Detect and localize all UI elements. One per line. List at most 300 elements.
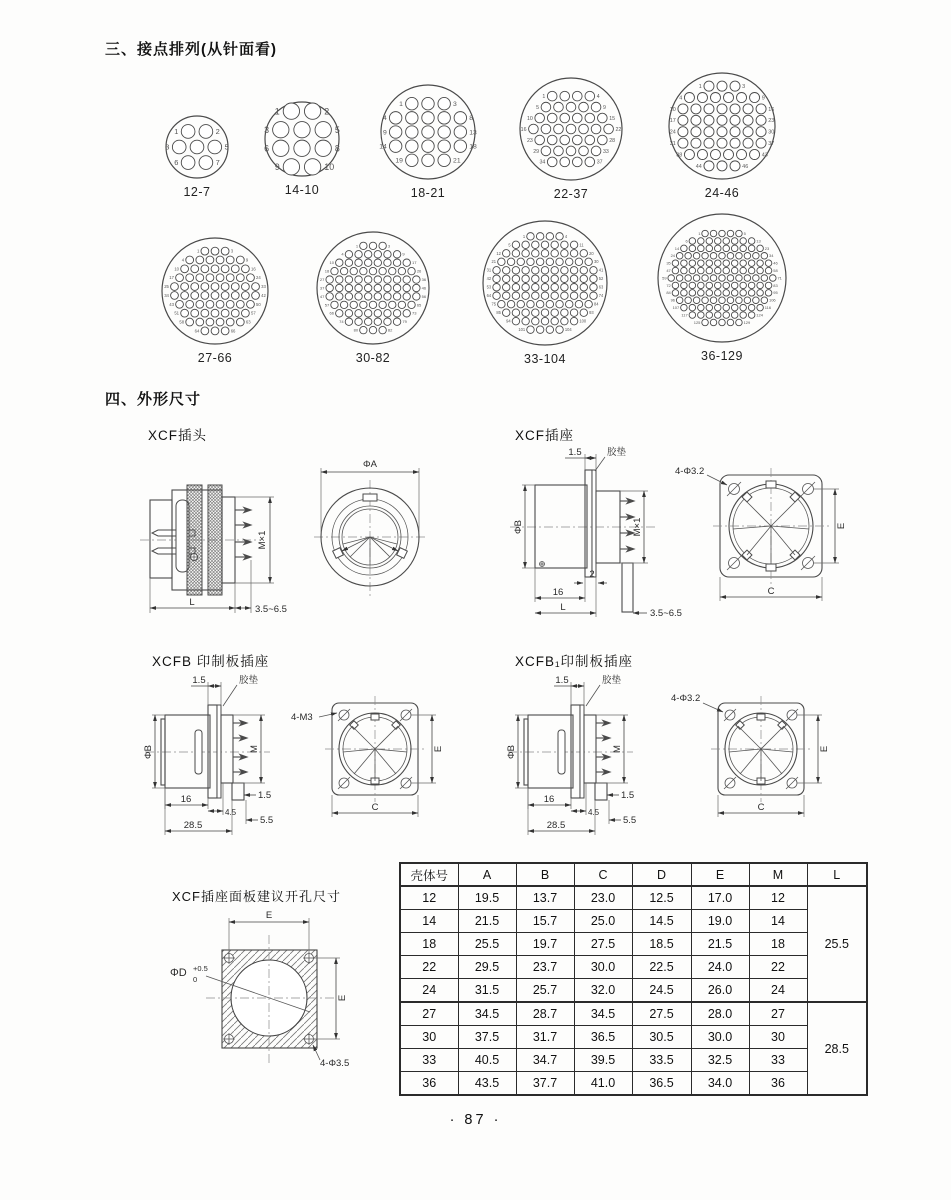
svg-text:34: 34: [539, 159, 546, 166]
svg-text:72: 72: [666, 282, 671, 288]
svg-text:4: 4: [181, 257, 185, 263]
svg-text:1: 1: [355, 243, 359, 249]
dim-cell: 14.5: [632, 910, 691, 933]
dim-thread: M: [612, 745, 623, 753]
svg-text:59: 59: [662, 275, 667, 281]
svg-text:2: 2: [324, 106, 330, 117]
dim-thread: M×1: [257, 530, 268, 550]
xcfb1-front-view: [671, 693, 830, 817]
contact-label: 33-104: [524, 352, 566, 366]
contact-diagram: [142, 218, 288, 364]
contact-diagram: [638, 194, 806, 362]
svg-text:83: 83: [773, 282, 778, 288]
dim-cell: 36: [749, 1072, 807, 1096]
svg-text:27: 27: [319, 276, 325, 282]
shell-cell: 36: [400, 1072, 458, 1096]
svg-text:96: 96: [670, 297, 676, 303]
dim-gasket-thk: 1.5: [192, 675, 206, 686]
svg-text:4: 4: [341, 251, 344, 257]
svg-text:29: 29: [533, 148, 540, 155]
socket-front-view: [675, 466, 847, 601]
dim-c: C: [757, 802, 765, 813]
dim-cell: 14: [749, 910, 807, 933]
svg-text:47: 47: [319, 293, 325, 299]
contact-face: [297, 212, 449, 364]
svg-text:3: 3: [742, 84, 746, 91]
contact-diagram: [463, 201, 627, 365]
dim-gasket: 胶垫: [607, 447, 627, 458]
dim-cell: 36.5: [632, 1072, 691, 1096]
dim-15: 1.5: [621, 790, 635, 801]
dim-cell: 37.7: [516, 1072, 574, 1096]
dim-cell: 12.5: [632, 886, 691, 910]
socket-title: XCF插座: [515, 428, 574, 443]
svg-text:30: 30: [593, 259, 599, 265]
contact-face: [638, 194, 806, 362]
page-number: · 87 ·: [449, 1112, 502, 1128]
svg-text:58: 58: [179, 319, 185, 325]
svg-text:4: 4: [596, 93, 600, 100]
table-header-cell: L: [807, 863, 867, 886]
svg-text:3: 3: [453, 101, 457, 109]
svg-text:44: 44: [695, 163, 702, 170]
dim-cell: 23.7: [516, 956, 574, 979]
table-row: [400, 979, 867, 1003]
dim-protrusion: 3.5~6.5: [255, 604, 287, 615]
dim-cell: 25.5: [458, 933, 516, 956]
dim-cell: 34.7: [516, 1049, 574, 1072]
dim-cell: 30.0: [691, 1026, 749, 1049]
l-group-cell: 28.5: [807, 1002, 867, 1095]
table-header-row: [400, 863, 867, 886]
svg-text:125: 125: [693, 319, 701, 325]
svg-text:26: 26: [416, 268, 422, 274]
svg-text:82: 82: [387, 327, 393, 333]
svg-text:47: 47: [666, 267, 671, 273]
svg-text:9: 9: [274, 161, 280, 172]
xcfb1-side-view: [506, 674, 636, 835]
dim-cell: 17.0: [691, 886, 749, 910]
contact-label: 22-37: [553, 187, 589, 201]
dim-cell: 31.5: [458, 979, 516, 1003]
svg-text:4: 4: [679, 95, 683, 102]
dim-thread: M×1: [632, 517, 643, 537]
svg-text:74: 74: [598, 293, 604, 299]
shell-cell: 12: [400, 886, 458, 910]
shell-cell: 27: [400, 1002, 458, 1026]
dim-holes: 4-Φ3.2: [675, 466, 705, 477]
svg-text:73: 73: [412, 310, 417, 316]
svg-text:5: 5: [743, 230, 746, 236]
dim-cell: 32.5: [691, 1049, 749, 1072]
svg-text:84: 84: [593, 301, 599, 307]
contact-diagram: [361, 65, 495, 199]
svg-text:63: 63: [245, 319, 251, 325]
svg-text:52: 52: [598, 276, 604, 282]
dim-cell: 27.5: [574, 933, 632, 956]
shell-cell: 24: [400, 979, 458, 1003]
dim-length: L: [560, 602, 566, 613]
dim-cell: 32.0: [574, 979, 632, 1003]
contact-face: [245, 82, 359, 196]
plug-side-view: [140, 485, 287, 615]
svg-text:24: 24: [256, 275, 261, 281]
dim-tol-zero: 0: [193, 975, 198, 984]
svg-text:57: 57: [324, 302, 330, 308]
contact-label: 30-82: [355, 351, 391, 365]
dim-gasket: 胶垫: [602, 675, 622, 686]
svg-text:9: 9: [402, 251, 405, 257]
table-row: [400, 933, 867, 956]
svg-text:5: 5: [508, 242, 511, 248]
svg-text:95: 95: [773, 290, 778, 296]
xcfb1-title: XCFB₁印制板插座: [515, 654, 634, 669]
svg-text:6: 6: [685, 238, 688, 244]
svg-text:33: 33: [602, 148, 609, 155]
svg-text:36: 36: [421, 276, 427, 282]
svg-text:19: 19: [395, 157, 403, 165]
table-body: [400, 886, 867, 1095]
svg-text:28: 28: [609, 137, 616, 144]
dim-cell: 23.0: [574, 886, 632, 910]
table-header-cell: 壳体号: [400, 863, 458, 886]
shell-cell: 14: [400, 910, 458, 933]
dim-cell: 24: [749, 979, 807, 1003]
dim-cell: 30.5: [632, 1026, 691, 1049]
dim-16: 16: [180, 794, 192, 805]
dim-cell: 30: [749, 1026, 807, 1049]
svg-text:94: 94: [506, 318, 511, 324]
shell-cell: 18: [400, 933, 458, 956]
xcfb1-drawing: [498, 668, 853, 858]
svg-text:3: 3: [387, 243, 391, 249]
table-header-cell: E: [691, 863, 749, 886]
dim-cell: 25.7: [516, 979, 574, 1003]
svg-text:38: 38: [676, 152, 683, 159]
dim-cell: 34.0: [691, 1072, 749, 1096]
dim-dia-b: ΦB: [143, 745, 154, 759]
contact-label: 27-66: [197, 351, 233, 365]
svg-text:75: 75: [491, 301, 497, 307]
svg-text:13: 13: [469, 129, 477, 137]
svg-text:56: 56: [421, 293, 427, 299]
contact-face: [361, 65, 495, 199]
svg-text:93: 93: [589, 310, 594, 316]
svg-text:24: 24: [669, 129, 676, 136]
dim-tol-plus: +0.5: [193, 964, 208, 973]
svg-text:23: 23: [764, 245, 770, 251]
contact-face: [649, 53, 795, 199]
svg-text:3: 3: [165, 142, 170, 152]
dim-thread: M: [249, 745, 260, 753]
dim-cell: 34.5: [574, 1002, 632, 1026]
plug-title: XCF插头: [148, 428, 207, 443]
panel-title: XCF插座面板建议开孔尺寸: [172, 889, 342, 904]
contact-label: 12-7: [183, 185, 211, 199]
dim-c: C: [767, 586, 775, 597]
svg-text:6: 6: [174, 158, 179, 168]
xcfb-pins: [233, 721, 247, 775]
svg-text:1: 1: [542, 93, 546, 100]
svg-text:43: 43: [761, 152, 768, 159]
dim-cell: 15.7: [516, 910, 574, 933]
svg-text:5: 5: [224, 142, 229, 152]
svg-text:9: 9: [245, 257, 249, 263]
svg-text:18: 18: [324, 268, 330, 274]
dim-cell: 36.5: [574, 1026, 632, 1049]
table-header-cell: D: [632, 863, 691, 886]
contact-label: 14-10: [284, 183, 320, 197]
dim-cell: 30.0: [574, 956, 632, 979]
svg-text:80: 80: [353, 327, 359, 333]
dim-cell: 22: [749, 956, 807, 979]
svg-text:116: 116: [764, 305, 772, 311]
svg-text:2: 2: [215, 127, 220, 137]
svg-text:25: 25: [164, 284, 169, 290]
svg-text:66: 66: [329, 310, 334, 316]
dim-dia-b: ΦB: [513, 520, 524, 534]
l-group-cell: 25.5: [807, 886, 867, 1002]
table-row: [400, 1049, 867, 1072]
svg-text:21: 21: [453, 157, 461, 165]
svg-text:1: 1: [174, 127, 179, 137]
svg-text:4: 4: [564, 233, 568, 239]
svg-text:10: 10: [669, 106, 676, 113]
svg-text:63: 63: [598, 284, 604, 290]
svg-text:46: 46: [773, 260, 778, 266]
table-row: [400, 910, 867, 933]
svg-text:10: 10: [174, 266, 180, 272]
svg-text:9: 9: [382, 129, 387, 137]
dim-cell: 39.5: [574, 1049, 632, 1072]
svg-text:20: 20: [589, 250, 594, 256]
dim-gasket-thk: 1.5: [568, 447, 582, 458]
svg-text:71: 71: [777, 275, 782, 281]
dim-cell: 27.5: [632, 1002, 691, 1026]
section4-title: 四、外形尺寸: [105, 391, 202, 408]
svg-text:1: 1: [196, 248, 200, 254]
contact-diagram: [500, 58, 642, 200]
plug-pins: [235, 508, 251, 560]
dim-cell: 31.7: [516, 1026, 574, 1049]
contact-face: [500, 58, 642, 200]
socket-drawing: [495, 444, 865, 629]
dim-c: C: [371, 802, 379, 813]
dimension-table: [399, 862, 868, 1096]
dim-cell: 40.5: [458, 1049, 516, 1072]
dim-285: 28.5: [546, 820, 566, 831]
svg-text:24: 24: [670, 253, 676, 259]
svg-text:14: 14: [379, 143, 387, 151]
xcfb-side-view: [143, 674, 273, 835]
dim-gasket-thk: 1.5: [555, 675, 569, 686]
svg-text:3: 3: [264, 124, 270, 135]
contact-diagram: [649, 53, 795, 199]
panel-cutout-drawing: [150, 905, 390, 1080]
svg-text:31: 31: [486, 267, 492, 273]
table-header-cell: M: [749, 863, 807, 886]
svg-text:84: 84: [666, 290, 671, 296]
dim-protrusion: 3.5~6.5: [650, 608, 682, 619]
svg-text:10: 10: [329, 260, 334, 266]
dim-cell: 33.5: [632, 1049, 691, 1072]
dim-cell: 25.0: [574, 910, 632, 933]
svg-text:50: 50: [256, 301, 261, 307]
dim-flange-thk: 2: [589, 569, 595, 580]
svg-text:3: 3: [230, 248, 234, 254]
svg-text:124: 124: [756, 312, 763, 318]
dim-cell: 21.5: [458, 910, 516, 933]
svg-text:53: 53: [486, 284, 492, 290]
svg-text:37: 37: [768, 141, 775, 148]
contact-label: 36-129: [701, 349, 743, 363]
shell-cell: 22: [400, 956, 458, 979]
dim-cell: 19.0: [691, 910, 749, 933]
dim-dia-a: ΦA: [363, 459, 377, 470]
svg-text:65: 65: [416, 302, 422, 308]
dim-cell: 24.5: [632, 979, 691, 1003]
dim-dia-d: ΦD: [170, 967, 187, 979]
table-row: [400, 1026, 867, 1049]
table-row: [400, 886, 867, 910]
svg-text:64: 64: [486, 293, 492, 299]
svg-text:9: 9: [761, 95, 765, 102]
svg-text:12: 12: [496, 250, 501, 256]
xcfb-drawing: [135, 668, 465, 858]
dim-holes: 4-Φ3.2: [671, 693, 701, 704]
shell-cell: 33: [400, 1049, 458, 1072]
dim-cell: 28.7: [516, 1002, 574, 1026]
dim-gasket: 胶垫: [239, 675, 259, 686]
dim-cell: 18: [749, 933, 807, 956]
contact-label: 24-46: [704, 186, 740, 200]
dim-e: E: [819, 745, 830, 753]
svg-text:15: 15: [609, 115, 616, 122]
svg-text:30: 30: [768, 129, 775, 136]
svg-text:58: 58: [773, 267, 778, 273]
table-row: [400, 1072, 867, 1096]
svg-text:8: 8: [469, 115, 474, 123]
svg-text:33: 33: [261, 284, 266, 290]
dim-55: 5.5: [260, 815, 274, 826]
svg-text:31: 31: [669, 141, 676, 148]
dim-cell: 22.5: [632, 956, 691, 979]
svg-text:104: 104: [564, 327, 572, 333]
svg-text:64: 64: [194, 328, 200, 334]
dim-cell: 34.5: [458, 1002, 516, 1026]
svg-text:5: 5: [536, 104, 540, 111]
svg-text:9: 9: [602, 104, 606, 111]
svg-text:37: 37: [319, 285, 325, 291]
svg-text:22: 22: [615, 126, 622, 133]
svg-text:57: 57: [250, 310, 256, 316]
dim-e: E: [433, 745, 444, 753]
plug-drawing: [140, 444, 475, 619]
table-header-cell: B: [516, 863, 574, 886]
svg-text:16: 16: [520, 126, 527, 133]
dim-cell: 19.5: [458, 886, 516, 910]
contact-diagram: [297, 212, 449, 364]
svg-text:1: 1: [399, 101, 403, 109]
dim-holes: 4-M3: [291, 712, 313, 723]
svg-text:6: 6: [264, 143, 270, 154]
svg-text:13: 13: [756, 238, 761, 244]
svg-text:16: 16: [250, 266, 256, 272]
dim-cell: 43.5: [458, 1072, 516, 1096]
svg-text:106: 106: [768, 297, 776, 303]
svg-text:4: 4: [382, 115, 387, 123]
dim-cell: 28.0: [691, 1002, 749, 1026]
svg-text:43: 43: [169, 301, 174, 307]
xcfb-front-view: [291, 696, 444, 817]
svg-text:129: 129: [743, 319, 751, 325]
svg-text:37: 37: [596, 159, 603, 166]
svg-text:14: 14: [674, 245, 680, 251]
svg-text:34: 34: [164, 292, 169, 298]
dim-cell: 19.7: [516, 933, 574, 956]
dim-cell: 33: [749, 1049, 807, 1072]
svg-text:35: 35: [666, 260, 671, 266]
svg-text:1: 1: [522, 233, 526, 239]
svg-text:79: 79: [402, 319, 407, 325]
svg-text:46: 46: [742, 163, 749, 170]
svg-text:1: 1: [274, 106, 280, 117]
svg-text:51: 51: [174, 310, 180, 316]
svg-text:117: 117: [681, 312, 688, 318]
svg-text:8: 8: [334, 143, 340, 154]
table-header-cell: A: [458, 863, 516, 886]
svg-text:1: 1: [698, 230, 701, 236]
svg-text:66: 66: [230, 328, 236, 334]
plug-front-view: [314, 459, 428, 598]
svg-text:18: 18: [469, 143, 477, 151]
dim-dia-b: ΦB: [506, 745, 517, 759]
svg-text:17: 17: [169, 275, 174, 281]
svg-text:5: 5: [334, 124, 340, 135]
dim-16: 16: [543, 794, 555, 805]
dim-cell: 12: [749, 886, 807, 910]
dim-e-right: E: [337, 994, 348, 1002]
dim-cell: 18.5: [632, 933, 691, 956]
svg-text:34: 34: [768, 253, 774, 259]
dim-16: 16: [552, 587, 564, 598]
svg-text:42: 42: [486, 276, 492, 282]
contact-diagram: [245, 82, 359, 196]
section3-title: 三、接点排列(从针面看): [105, 41, 277, 58]
dim-cell: 21.5: [691, 933, 749, 956]
table-header-cell: C: [574, 863, 632, 886]
dim-45: 4.5: [588, 808, 600, 817]
svg-text:85: 85: [496, 310, 501, 316]
svg-text:23: 23: [768, 118, 775, 125]
svg-text:42: 42: [261, 292, 266, 298]
dim-cell: 37.5: [458, 1026, 516, 1049]
svg-text:100: 100: [579, 318, 587, 324]
contact-face: [142, 218, 288, 364]
svg-text:1: 1: [698, 84, 702, 91]
socket-side-view: [510, 446, 682, 619]
dim-45: 4.5: [225, 808, 237, 817]
contact-label: 18-21: [410, 186, 446, 200]
svg-text:107: 107: [672, 305, 680, 311]
svg-text:17: 17: [669, 118, 676, 125]
svg-text:46: 46: [421, 285, 427, 291]
dim-15: 1.5: [258, 790, 272, 801]
dim-length: L: [189, 597, 195, 608]
svg-text:7: 7: [215, 158, 220, 168]
dim-cell: 41.0: [574, 1072, 632, 1096]
svg-text:41: 41: [598, 267, 604, 273]
